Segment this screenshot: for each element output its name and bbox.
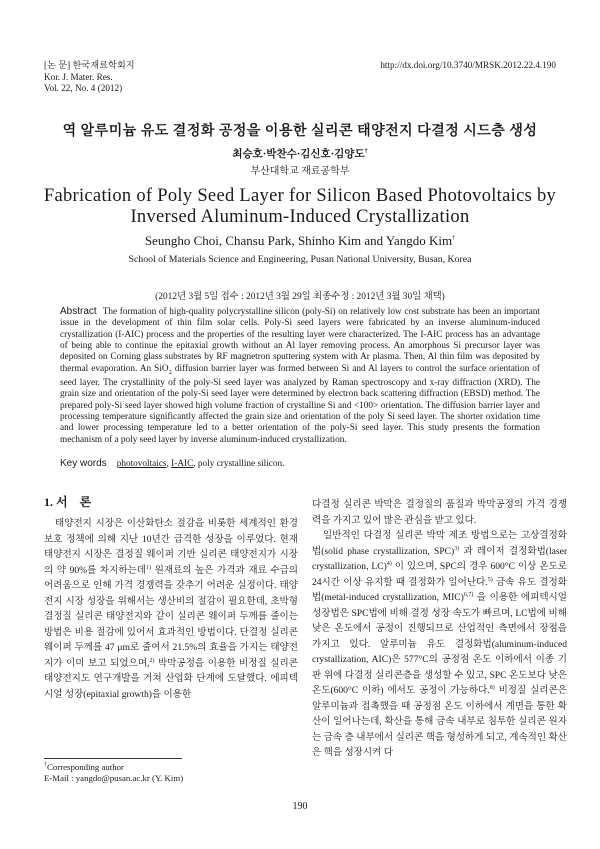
intro-paragraph-continued: 다결정 실리콘 박막은 결정질의 품질과 박막공정의 가격 경쟁력을 가지고 있어 많은 관심을 받고 있다. (312, 499, 567, 526)
corresponding-mark: † (364, 148, 368, 155)
korean-title: 역 알루미늄 유도 결정화 공정을 이용한 실리콘 태양전지 다결정 시드층 생성 (62, 124, 538, 139)
english-affiliation: School of Materials Science and Engineering, Pusan National University, Busan, Korea (128, 254, 472, 265)
doi-link[interactable]: http://dx.doi.org/10.3740/MRSK.2012.22.4.190 (380, 60, 556, 70)
footnote-corresponding: †Corresponding author (44, 762, 124, 772)
english-title-line1: Fabrication of Poly Seed Layer for Silicon Based Photovoltaics by (43, 186, 557, 206)
footnote (44, 762, 183, 784)
page-number: 190 (292, 801, 308, 812)
journal-name-en: Kor. J. Mater. Res. (44, 71, 113, 82)
english-authors-names: Seungho Choi, Chansu Park, Shinho Kim and Yangdo Kim (144, 233, 453, 248)
abstract-label: Abstract (60, 306, 97, 317)
corresponding-mark-en: † (452, 235, 456, 242)
footnote-email[interactable]: E-Mail : yangdo@pusan.ac.kr (Y. Kim) (44, 773, 184, 783)
intro-paragraph-2: 일반적인 다결정 실리콘 박막 제조 방법으로는 고상결정화법(solid phase crystallization, SPC)$^{3)}$ 과 레이저 결정화법(laser crystallization, LC)$^{4)}$ 이 있으며, SPC의 경우 600°C 이상 온도로 24시간 이상 유지할 때 결정화가 일어난다.$^{5)}$ 금속 유도 결정화법(metal-induced crystallization, MIC)$^{6,7)}$ 을 이용한 에피텍시얼 성장법은 SPC법에 비해 결정 성장 속도가 빠르며, LC법에 비해 낮은 온도에서 공정이 진행되므로 산업적인 측면에서 장점을 가지고 있다. 알루미늄 유도 결정화법(aluminum-induced crystallization, AIC)은 577°C의 공정점 온도 이하에서 이종 기판 위에 다결정 실리콘층을 생성할 수 있고, SPC 온도보다 낮은 온도(600°C 이하) 에서도 공정이 가능하다.$^{8)}$ 비정질 실리콘은 알루미늄과 접촉했을 때 공정점 온도 이하에서 계면을 통한 확산이 일어나는데, 확산을 통해 금속 내부로 침투한 실리콘 원자는 금속 층 내부에서 실리콘 핵을 형성하게 되고, 계속적인 확산은 핵을 성장시켜 다 (312, 530, 568, 758)
korean-authors-names: 최승호·박찬수·김신호·김양도 (232, 149, 365, 160)
journal-name-kr: [논 문] 한국재료학회지 (44, 60, 135, 70)
keywords: Key words photovoltaics, I-AIC, poly crystalline silicon. (60, 458, 285, 469)
journal-header (44, 60, 135, 95)
korean-affiliation: 부산대학교 재료공학부 (250, 166, 350, 177)
abstract-subscript: 2 (168, 368, 172, 376)
keywords-rest: , poly crystalline silicon. (193, 459, 285, 469)
keyword-iaic[interactable]: I-AIC (171, 459, 194, 469)
english-authors (0, 233, 600, 249)
journal-volume: Vol. 22, No. 4 (2012) (44, 83, 123, 93)
keyword-photovoltaics[interactable]: photovoltaics (116, 459, 167, 469)
keywords-label: Key words (60, 458, 107, 469)
abstract (60, 306, 540, 446)
body-right-column (312, 497, 567, 761)
footnote-divider (44, 758, 182, 759)
english-title (0, 186, 600, 228)
intro-paragraph-1: 태양전지 시장은 이산화탄소 절감을 비롯한 세계적인 환경 보호 정책에 의해 지난 10년간 급격한 성장을 이루었다. 현재 태양전지 시장은 결정질 웨이퍼 기반 실리콘 태양전지가 시장의 약 90%를 차지하는데$^{1)}$ 원재료의 높은 가격과 재료 수급의 어려움으로 인해 가격 경쟁력을 갖추기 어려운 실정이다. 태양전지 시장 성장을 위해서는 생산비의 절감이 필요한데, 초박형 결정질 실리콘 태양전지와 같이 실리콘 웨이퍼 두께를 줄이는 방법은 비용 절감에 있어서 효과적인 방법이다. 단결정 실리콘 웨이퍼 두께를 47 μm로 줄여서 21.5%의 효율을 가지는 태양전지가 이미 보고 되었으며,$^{2)}$ 박막공정을 이용한 비정질 실리콘 태양전지도 연구개발을 거쳐 산업화 단계에 도달했다. 에피텍시얼 성장(epitaxial growth)을 이용한 (44, 518, 299, 700)
korean-authors (0, 146, 600, 161)
abstract-text-1: The formation of high-quality polycrystalline silicon (poly-Si) on relatively low cost substrate has been an important issue in the development of thin film solar cells. Poly-Si seed layers were fabricated by an inverse aluminum-induced crystallization (I-AIC) process and the properties of the resulting layer were characterized. The I-AIC process has an advantage of being able to continue the epitaxial growth without an Al layer removing process. An amorphous Si precursor layer was deposited on Corning glass substrates by RF magnetron sputtering system with Ar plasma. Then, Al thin film was deposited by thermal evaporation. An SiO (60, 307, 540, 374)
body-left-column (44, 516, 298, 702)
english-title-line2: Inversed Aluminum-Induced Crystallization (130, 207, 470, 227)
section-heading: 1. 서 론 (44, 495, 92, 509)
submission-dates: (2012년 3월 5일 접수 : 2012년 3월 29일 최종수정 : 2012년 3월 30일 채택) (155, 292, 445, 302)
abstract-text-2: diffusion barrier layer was formed between Si and Al layers to control the surface orientation of seed layer. The crystallinity of the poly-Si seed layer was analyzed by Raman spectroscopy and x-ray diffraction (XRD). The grain size and orientation of the poly-Si seed layer were determined by electron back scattering diffraction (EBSD) method. The prepared poly-Si seed layer showed high volume fraction of crystalline Si and <100> orientation. The diffusion barrier layer and processing temperature significantly affected the grain size and orientation of the poly Si seed layer. The shorter oxidation time and lower processing temperature led to a better orientation of the poly-Si seed layer. This study presents the formation mechanism of a poly seed layer by inverse aluminum-induced crystallization. (60, 363, 540, 445)
